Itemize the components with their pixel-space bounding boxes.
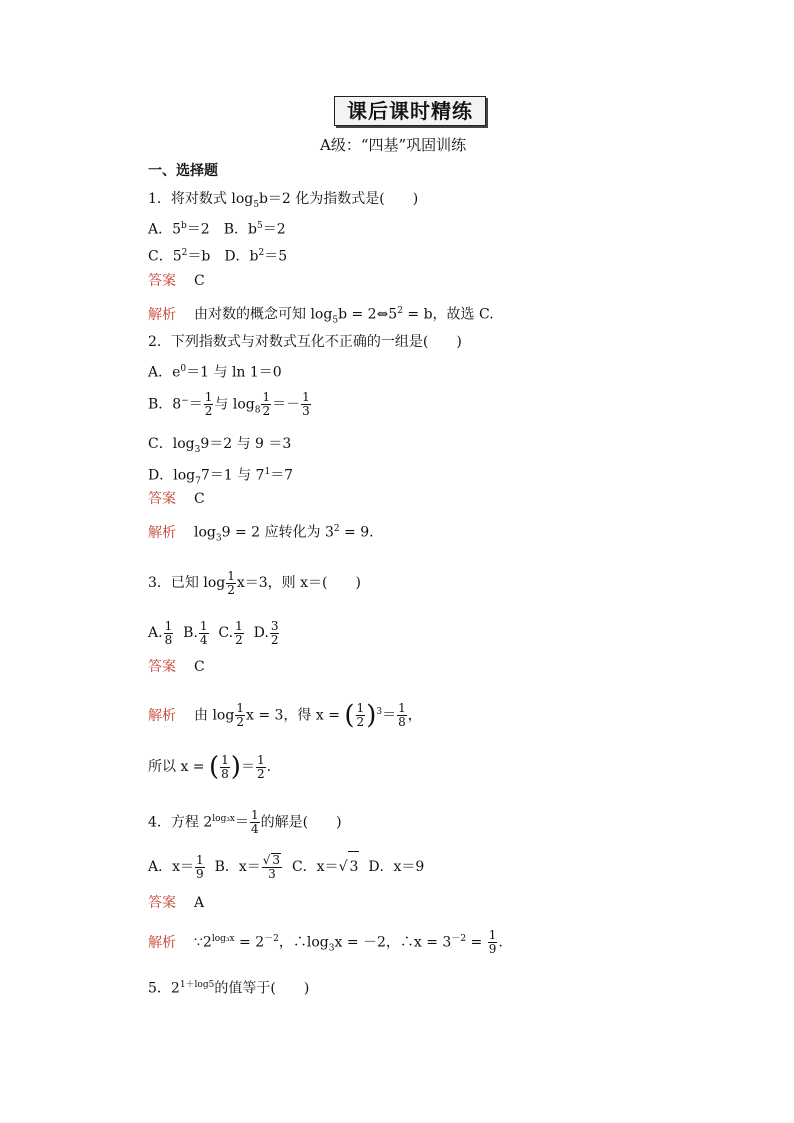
question-4-options: A．x＝ $\frac{1}{9}$ B．x＝ $\frac{√ 3}{3}$ C．x＝√ 3 D．x＝9	[148, 852, 425, 881]
fraction: $\frac{1}{9}$	[488, 928, 497, 957]
question-3-analysis: 解析 由 log $\frac{1}{2}$ x = 3，得 x = ( $\frac{1}{2}$ )$^3$＝ $\frac{1}{8}$ ，	[148, 700, 422, 731]
answer-label: 答案	[148, 895, 176, 911]
question-4-stem: 4．方程 $2^{log_3x}=$ $\frac{1}{4}$ 的解是( )	[148, 808, 342, 837]
section-heading: 一、选择题	[148, 163, 218, 179]
analysis-label: 解析	[148, 524, 176, 541]
fraction: $\frac{1}{2}$	[227, 568, 235, 597]
analysis-label: 解析	[148, 306, 176, 323]
fraction: $\frac{1}{2}$	[235, 618, 243, 647]
fraction: $\frac{1}{2}$	[356, 701, 365, 730]
fraction: $\frac{1}{2}$	[236, 701, 244, 730]
question-5-stem: 5．$2^{1+log5}$的值等于( )	[148, 980, 310, 997]
answer-label: 答案	[148, 273, 176, 289]
question-3-answer: 答案 C	[148, 659, 205, 675]
fraction: $\frac{1}{3}$	[302, 390, 310, 419]
page-title: 课后课时精练	[334, 96, 486, 126]
question-2-option-c: C．$\log_39=2$ 与 9 ＝3	[148, 436, 292, 455]
question-2-answer: 答案 C	[148, 491, 205, 507]
fraction: $\frac{1}{4}$	[251, 808, 259, 837]
fraction: $\frac{1}{2}$	[262, 390, 271, 419]
question-3-analysis-cont: 所以 x = ( $\frac{1}{8}$ )＝ $\frac{1}{2}$ .	[148, 752, 272, 782]
question-2-option-d: D．$\log_77=1$ 与 $7^1=7$	[148, 467, 294, 487]
fraction: $\frac{1}{8}$	[398, 701, 406, 730]
question-3-stem: 3．已知 log $\frac{1}{2}$ x＝3，则 x＝( )	[148, 568, 361, 597]
fraction: $\frac{1}{8}$	[164, 618, 173, 647]
question-1-analysis: 解析 由对数的概念可知 $\log_5b$ = $2\Leftrightarrow 5^2 = b$，故选 C.	[148, 306, 494, 326]
answer-label: 答案	[148, 491, 176, 507]
analysis-label: 解析	[148, 934, 176, 951]
question-1-answer: 答案 C	[148, 273, 205, 289]
question-4-analysis: 解析 $\because 2^{log_3x} = 2^{-2}$，$\therefore\log_3x = -2$，∴x = $3^{-2}$ = $\frac{1}{9}$ .	[148, 928, 503, 957]
question-1-options-cd: C．$5^2=b$ D．$b^2=5$	[148, 248, 288, 265]
level-subtitle: A级：“四基”巩固训练	[320, 136, 467, 154]
fraction: $\frac{3}{2}$	[270, 618, 279, 647]
analysis-label: 解析	[148, 707, 176, 724]
fraction: $\frac{√ 3}{3}$	[262, 853, 281, 881]
fraction: $\frac{1}{2}$	[204, 390, 213, 419]
question-2-option-a: A．$e^0=1$ 与 ln 1＝0	[148, 364, 282, 381]
question-2-option-b: B．8−＝ $\frac{1}{2}$ 与 $\log_8$ $\frac{1}{2}$ ＝－ $\frac{1}{3}$	[148, 390, 310, 419]
question-2-analysis: 解析 $\log_39 = 2$ 应转化为 $3^2 = 9$.	[148, 524, 374, 544]
question-1-stem: 1．将对数式 $\log_5b=2$ 化为指数式是( )	[148, 191, 419, 210]
question-3-options: A. $\frac{1}{8}$ B. $\frac{1}{4}$ C. $\frac{1}{2}$ D. $\frac{3}{2}$	[148, 618, 279, 647]
fraction: $\frac{1}{2}$	[256, 752, 265, 781]
question-1-options-ab: A．$5^b=2$ B．$b^5=2$	[148, 221, 286, 238]
answer-label: 答案	[148, 659, 176, 675]
fraction: $\frac{1}{4}$	[199, 618, 208, 647]
fraction: $\frac{1}{9}$	[196, 852, 204, 881]
fraction: $\frac{1}{8}$	[221, 752, 229, 781]
question-4-answer: 答案 A	[148, 895, 205, 911]
question-2-stem: 2．下列指数式与对数式互化不正确的一组是( )	[148, 334, 462, 350]
